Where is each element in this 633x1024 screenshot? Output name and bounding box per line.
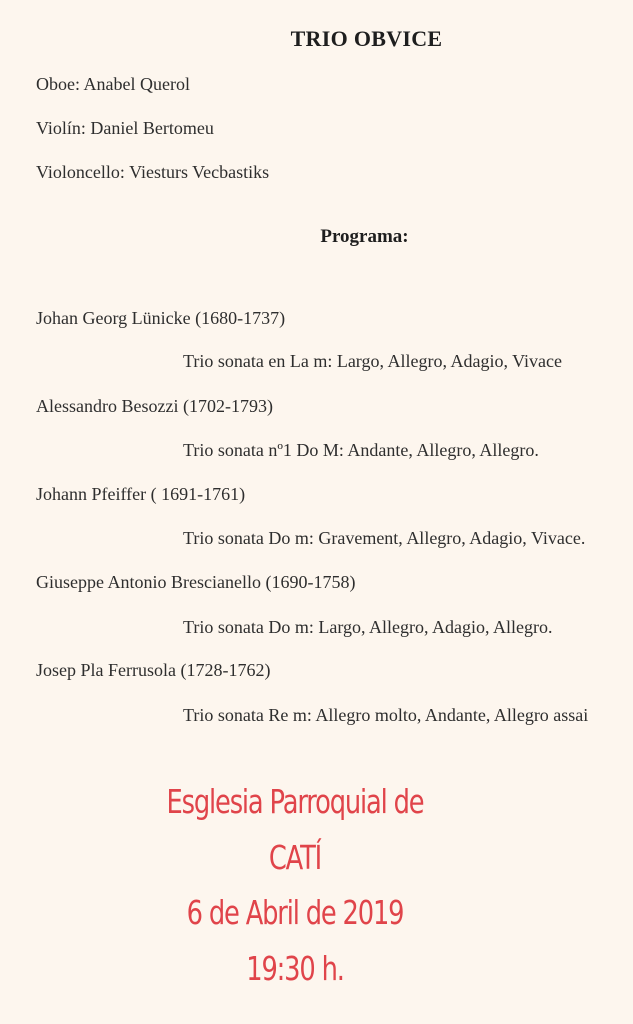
program-composer: Giuseppe Antonio Brescianello (1690-1758) xyxy=(36,572,356,592)
venue-line: Esglesia Parroquial de xyxy=(166,782,424,821)
member-violin: Violín: Daniel Bertomeu xyxy=(36,118,214,138)
program-composer: Johan Georg Lünicke (1680-1737) xyxy=(36,308,286,328)
member-violoncello: Violoncello: Viesturs Vecbastiks xyxy=(36,162,270,182)
concert-time: 19:30 h. xyxy=(246,949,344,988)
concert-date: 6 de Abril de 2019 xyxy=(186,893,404,932)
program-composer: Alessandro Besozzi (1702-1793) xyxy=(36,396,273,416)
program-piece: Trio sonata Do m: Gravement, Allegro, Adagio, Vivace. xyxy=(183,528,586,548)
venue-town: CATÍ xyxy=(268,838,322,877)
program-heading: Programa: xyxy=(320,226,409,247)
member-oboe: Oboe: Anabel Querol xyxy=(36,74,190,94)
concert-title: TRIO OBVICE xyxy=(290,26,443,51)
program-piece: Trio sonata Do m: Largo, Allegro, Adagio, Allegro. xyxy=(183,617,553,637)
program-composer: Johann Pfeiffer ( 1691-1761) xyxy=(36,484,246,504)
program-composer: Josep Pla Ferrusola (1728-1762) xyxy=(36,660,271,680)
program-piece: Trio sonata Re m: Allegro molto, Andante, Allegro assai xyxy=(183,705,589,725)
program-piece: Trio sonata nº1 Do M: Andante, Allegro, Allegro. xyxy=(183,440,539,460)
program-piece: Trio sonata en La m: Largo, Allegro, Adagio, Vivace xyxy=(183,351,563,371)
